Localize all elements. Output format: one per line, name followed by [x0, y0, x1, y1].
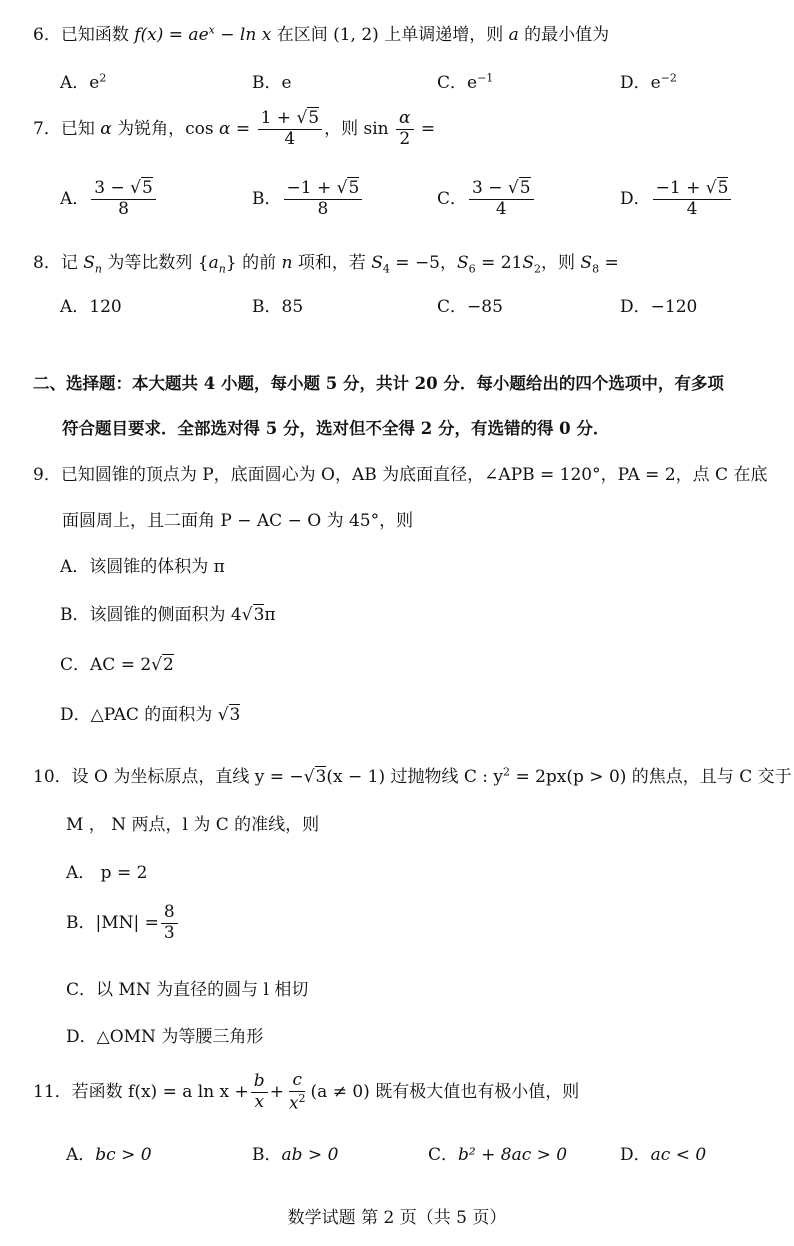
- radicand: 3: [253, 605, 265, 625]
- question-7-option-c: [437, 180, 536, 219]
- radicand: 5: [348, 178, 360, 198]
- question-7-option-b: [252, 180, 364, 219]
- question-6-stem: [33, 20, 609, 45]
- frac-num: 3 −: [94, 178, 131, 198]
- question-11-option-c: [428, 1140, 567, 1165]
- stem-text: 项和，若: [292, 253, 372, 273]
- option-value: ab > 0: [281, 1145, 339, 1165]
- option-label: D．: [620, 73, 651, 93]
- frac-den: x: [288, 1093, 299, 1114]
- math-sub: n: [218, 262, 226, 276]
- option-label: D．: [620, 188, 651, 209]
- question-6-option-c: [437, 68, 493, 93]
- stem-text: 10．设 O 为坐标原点，直线 y = −: [33, 767, 304, 787]
- frac-num: c: [289, 1072, 305, 1092]
- stem-text: 11．若函数 f(x) = a ln x +: [33, 1082, 249, 1103]
- option-text: π: [264, 605, 276, 625]
- frac-num: 3 −: [472, 178, 508, 198]
- question-number: 6．: [33, 25, 61, 45]
- radicand: 5: [717, 178, 729, 198]
- question-10-option-b: [66, 904, 180, 943]
- question-10-option-a: A． p = 2: [66, 863, 148, 883]
- option-label: C．: [437, 297, 468, 317]
- option-value: ac < 0: [650, 1145, 707, 1165]
- question-number: 7．: [33, 118, 61, 139]
- option-fraction: $\frac{3 - √5}{8}$: [91, 180, 156, 219]
- math-var: S: [522, 253, 535, 273]
- option-fraction: $\frac{-1 + √5}{4}$: [653, 180, 732, 219]
- math-sub: 6: [468, 262, 476, 276]
- stem-text: ，则: [324, 118, 364, 139]
- option-text: B．|MN| =: [66, 912, 159, 933]
- question-8-option-a: [60, 292, 122, 317]
- option-label: A．: [60, 73, 90, 93]
- radicand: 2: [163, 655, 174, 675]
- option-label: A．: [66, 1145, 96, 1165]
- frac-den: 8: [317, 198, 329, 219]
- option-value: b² + 8ac > 0: [458, 1145, 568, 1165]
- math-sub: 2: [534, 262, 542, 276]
- math-expr: = 21: [475, 253, 523, 273]
- option-label: D．: [620, 297, 651, 317]
- question-9-option-c: C．AC = 2√2: [60, 655, 174, 675]
- question-9-option-a: A．该圆锥的体积为 π: [60, 557, 225, 577]
- option-value: bc > 0: [95, 1145, 152, 1165]
- frac-den: x: [254, 1092, 265, 1113]
- math-var: n: [281, 253, 293, 273]
- question-number: 8．: [33, 253, 61, 273]
- math-var: S: [371, 253, 383, 273]
- math-sub: 8: [592, 262, 600, 276]
- radicand: 5: [308, 108, 320, 128]
- question-10-option-d: D．△OMN 为等腰三角形: [66, 1027, 264, 1047]
- math-var: S: [457, 253, 469, 273]
- stem-text: 为锐角，: [111, 118, 186, 139]
- option-text: B．该圆锥的侧面积为 4: [60, 605, 242, 625]
- frac-den: 4: [495, 198, 507, 219]
- option-label: C．: [437, 188, 468, 209]
- question-11-option-d: [620, 1140, 706, 1165]
- question-8-option-b: [252, 292, 303, 317]
- fraction-c-over-x2: [286, 1072, 309, 1113]
- math-sub: 4: [382, 262, 390, 276]
- option-label: A．: [60, 188, 90, 209]
- radicand: 5: [142, 178, 153, 198]
- stem-text: 的最小值为: [518, 25, 610, 45]
- question-11-option-b: [252, 1140, 338, 1165]
- question-10-stem-line1: 10．设 O 为坐标原点，直线 y = −√3(x − 1) 过抛物线 C : $y^2 = 2px(p > 0)$ 的焦点，且与 C 交于: [33, 765, 792, 787]
- math-op: =: [599, 253, 619, 273]
- math-sup: 2: [298, 1091, 306, 1105]
- math-var: a: [508, 25, 519, 45]
- stem-text: 在区间 (1, 2) 上单调递增，则: [271, 25, 509, 45]
- option-value: −85: [467, 297, 503, 317]
- question-8-option-d: [620, 292, 697, 317]
- question-9-stem-line1: 9．已知圆锥的顶点为 P，底面圆心为 O，AB 为底面直径，∠APB = 120°，PA = 2，点 C 在底: [33, 465, 768, 485]
- math-op: +: [269, 1082, 284, 1103]
- math-sup: 2: [503, 765, 511, 779]
- question-6-option-a: [60, 68, 106, 93]
- math-var: α: [100, 118, 112, 139]
- question-7-option-d: [620, 180, 733, 219]
- question-7-option-a: [60, 180, 158, 219]
- cos-value-fraction: $\frac{1 + √5}{4}$: [258, 110, 323, 149]
- frac-num: −1 +: [655, 178, 706, 198]
- option-value: 120: [89, 297, 122, 317]
- option-fraction: $\frac{3 - √5}{4}$: [469, 180, 534, 219]
- frac-num: α: [396, 110, 413, 130]
- option-label: C．: [437, 73, 468, 93]
- option-label: C．: [428, 1145, 459, 1165]
- question-8-stem: [33, 248, 619, 275]
- section-2-header-line1: 二、选择题：本大题共 4 小题，每小题 5 分，共计 20 分．每小题给出的四个选项中，有多项: [33, 374, 724, 393]
- question-11-stem: [33, 1072, 579, 1113]
- option-fraction: $\frac{-1 + √5}{8}$: [284, 180, 363, 219]
- math-sup: x: [208, 23, 215, 37]
- option-value: e: [89, 73, 100, 93]
- math-var: S: [580, 253, 593, 273]
- radicand: 5: [519, 178, 531, 198]
- radicand: 3: [315, 767, 327, 787]
- option-label: B．: [252, 1145, 282, 1165]
- radicand: 3: [229, 705, 241, 725]
- option-value: e: [281, 73, 292, 93]
- option-fraction: [161, 904, 178, 943]
- option-label: A．: [60, 297, 90, 317]
- question-6-option-b: [252, 68, 292, 93]
- frac-num: 1 +: [260, 108, 297, 128]
- math-op: =: [415, 118, 436, 139]
- question-6-option-d: [620, 68, 677, 93]
- option-value: e: [467, 73, 478, 93]
- stem-text: 已知: [60, 118, 101, 139]
- option-value: 85: [281, 297, 304, 317]
- math-expr: f(x) = ae: [134, 25, 209, 45]
- option-sup: 2: [99, 71, 107, 85]
- frac-den: 4: [284, 128, 296, 149]
- option-text: C．AC = 2: [60, 655, 152, 675]
- question-9-stem-line2: 面圆周上，且二面角 P − AC − O 为 45°，则: [62, 511, 414, 531]
- stem-text: 为等比数列 {: [101, 253, 209, 273]
- option-value: e: [650, 73, 661, 93]
- frac-den: 8: [118, 198, 129, 219]
- stem-text: = 2px(p > 0) 的焦点，且与 C 交于: [510, 767, 792, 787]
- section-2-header-line2: 符合题目要求．全部选对得 5 分，选对但不全得 2 分，有选错的得 0 分．: [62, 419, 610, 438]
- fraction-b-over-x: [251, 1073, 268, 1112]
- math-var: α: [219, 118, 231, 139]
- stem-text: (x − 1) 过抛物线 C : y: [326, 767, 504, 787]
- frac-num: −1 +: [286, 178, 337, 198]
- math-op: =: [230, 118, 251, 139]
- math-sub: n: [94, 262, 102, 276]
- stem-text: ，则: [541, 253, 581, 273]
- question-9-option-b: B．该圆锥的侧面积为 4√3π: [60, 605, 276, 625]
- question-11-option-a: [66, 1140, 152, 1165]
- frac-den: 3: [163, 922, 175, 943]
- option-label: B．: [252, 73, 282, 93]
- option-label: B．: [252, 297, 282, 317]
- option-value: −120: [650, 297, 698, 317]
- option-text: D．△PAC 的面积为: [60, 705, 218, 725]
- page-footer: 数学试题 第 2 页（共 5 页）: [287, 1208, 507, 1228]
- math-expr: = −5，: [389, 253, 458, 273]
- frac-num: b: [251, 1073, 268, 1093]
- option-sup: −1: [477, 71, 494, 85]
- math-var: S: [83, 253, 95, 273]
- option-label: D．: [620, 1145, 651, 1165]
- frac-den: 2: [399, 128, 411, 149]
- math-var: a: [208, 253, 219, 273]
- math-func: sin: [363, 118, 389, 139]
- option-label: B．: [252, 188, 282, 209]
- question-10-stem-line2: M ， N 两点，l 为 C 的准线，则: [66, 815, 320, 835]
- question-7-stem: [33, 110, 435, 149]
- frac-den: 4: [686, 198, 698, 219]
- stem-text: (a ≠ 0) 既有极大值也有极小值，则: [310, 1082, 580, 1103]
- question-8-option-c: [437, 292, 503, 317]
- option-sup: −2: [660, 71, 677, 85]
- stem-text: 已知函数: [60, 25, 135, 45]
- frac-num: 8: [161, 904, 178, 924]
- half-angle-fraction: [396, 110, 413, 149]
- question-10-option-c: C．以 MN 为直径的圆与 l 相切: [66, 980, 309, 1000]
- math-expr: − ln x: [214, 25, 272, 45]
- stem-text: 记: [60, 253, 84, 273]
- math-func: cos: [185, 118, 214, 139]
- stem-text: } 的前: [225, 253, 282, 273]
- question-9-option-d: D．△PAC 的面积为 √3: [60, 705, 241, 725]
